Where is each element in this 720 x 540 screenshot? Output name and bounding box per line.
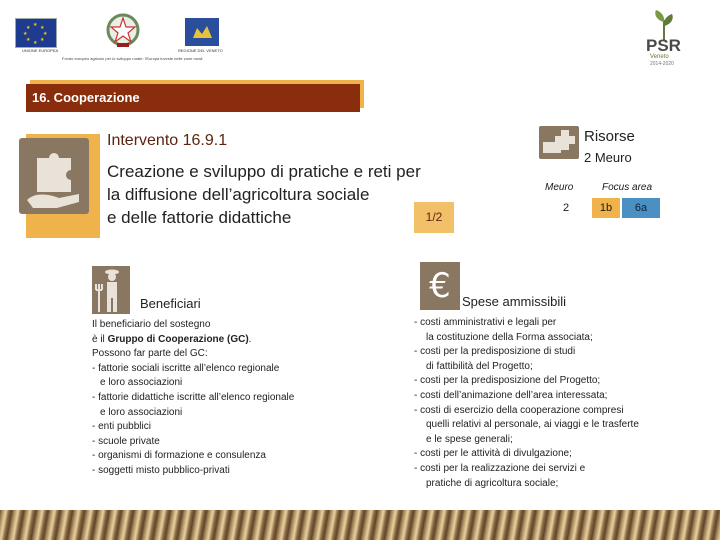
list-item: Possono far parte del GC: (92, 348, 208, 360)
eu-caption: UNIONE EUROPEA (22, 48, 59, 53)
list-item: - costi per la predisposizione di studi (414, 346, 576, 358)
list-item: - organismi di formazione e consulenza (92, 450, 266, 462)
list-item: - costi amministrativi e legali per (414, 317, 557, 328)
wheat-footer-image (0, 510, 720, 540)
list-item: e loro associazioni (100, 377, 183, 389)
euro-icon: € (420, 262, 460, 310)
funding-caption: Fondo europeo agricolo per lo sviluppo rurale: l'Europa investe nelle zone rurali (62, 56, 203, 61)
intro-suffix: . (248, 333, 252, 345)
psr-veneto-logo (640, 8, 688, 68)
spese-title: Spese ammissibili (462, 294, 567, 309)
intervento-line: la diffusione dell’agricoltura sociale (107, 185, 370, 204)
psr-brand: PSR (646, 36, 681, 55)
intervento-line: e delle fattorie didattiche (107, 208, 292, 227)
list-item: Il beneficiario del sostegno (92, 319, 211, 330)
list-item (92, 333, 352, 348)
table-header-focus-area: Focus area (602, 182, 653, 193)
page-indicator: 1/2 (414, 202, 454, 233)
beneficiari-list (92, 318, 352, 479)
beneficiari-title: Beneficiari (140, 296, 201, 311)
list-item: - costi per le attività di divulgazione; (414, 448, 572, 460)
psr-region: Veneto (650, 54, 669, 60)
money-bag-icon (539, 126, 579, 159)
risorse-title: Risorse (584, 128, 635, 145)
psr-years: 2014-2020 (650, 61, 674, 67)
veneto-caption: REGIONE DEL VENETO (178, 48, 223, 53)
table-cell-meuro: 2 (562, 202, 570, 214)
spese-list (414, 316, 714, 491)
veneto-region-logo (185, 18, 219, 46)
list-item: - costi per la realizzazione dei servizi e (414, 462, 586, 474)
intro-prefix: è il (92, 333, 108, 345)
table-header-meuro: Meuro (545, 182, 574, 193)
list-item: - fattorie sociali iscritte all’elenco regionale (92, 362, 280, 374)
list-item: quelli relativi al personale, ai viaggi e le trasferte (426, 419, 639, 431)
farmer-icon (92, 266, 130, 314)
list-item: - enti pubblici (92, 421, 151, 433)
focus-area-6a-badge: 6a (622, 198, 660, 218)
list-item: di fattibilità del Progetto; (426, 360, 533, 372)
italian-republic-emblem-icon (105, 12, 141, 50)
list-item: - fattorie didattiche iscritte all’elenco regionale (92, 391, 295, 403)
intervento-heading: Intervento 16.9.1 (107, 132, 228, 149)
section-title: 16. Cooperazione (26, 84, 360, 112)
list-item: - costi per la predisposizione del Progetto; (414, 375, 601, 387)
eu-flag-logo: ★ ★ ★ ★ ★ ★ ★ ★ (15, 18, 57, 48)
risorse-amount: 2 Meuro (584, 150, 632, 165)
list-item: - scuole private (92, 435, 160, 447)
list-item: - costi di esercizio della cooperazione compresi (414, 404, 624, 416)
puzzle-hand-icon (19, 138, 89, 214)
list-item: e le spese generali; (426, 433, 513, 445)
list-item: e loro associazioni (100, 406, 183, 418)
intervento-description (107, 160, 467, 229)
list-item: pratiche di agricoltura sociale; (426, 477, 559, 489)
intervento-line: Creazione e sviluppo di pratiche e reti per (107, 162, 421, 181)
list-item: - costi dell’animazione dell’area interessata; (414, 389, 608, 401)
list-item: - soggetti misto pubblico-privati (92, 464, 230, 476)
list-item: la costituzione della Forma associata; (426, 331, 593, 343)
focus-area-1b-badge: 1b (592, 198, 620, 218)
gruppo-cooperazione: Gruppo di Cooperazione (GC) (107, 333, 249, 345)
